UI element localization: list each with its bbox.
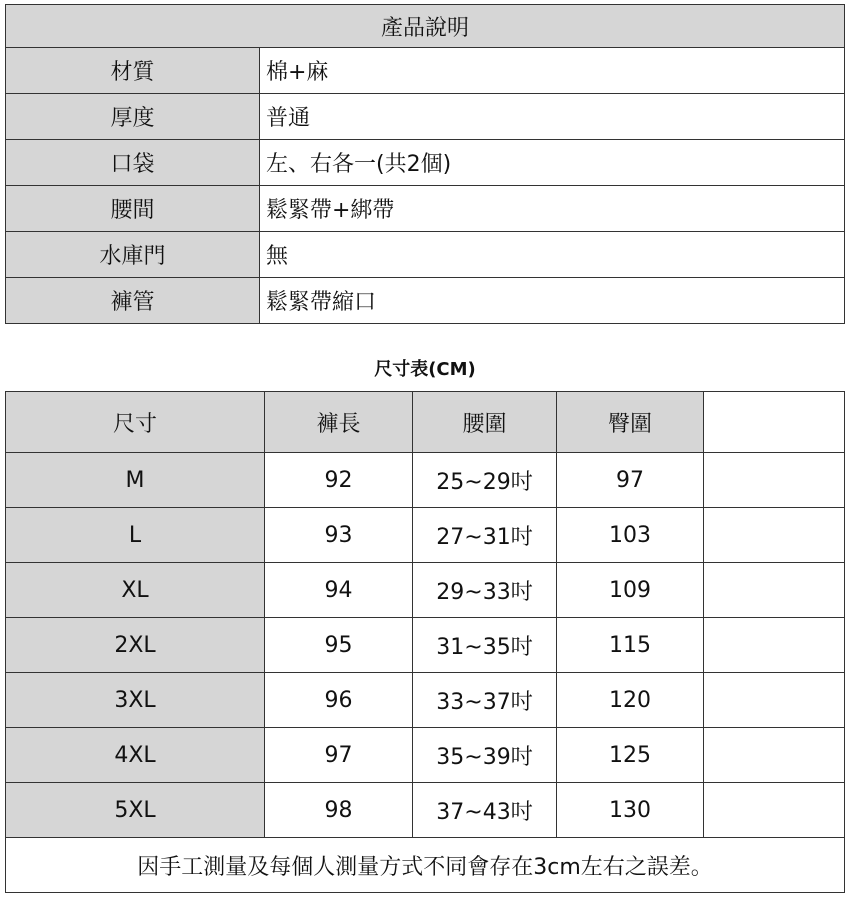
spec-row — [6, 94, 845, 140]
cell-size: L — [6, 508, 265, 563]
cell-waist: 35~39吋 — [413, 728, 557, 783]
cell-empty — [704, 563, 845, 618]
size-row — [6, 618, 845, 673]
cell-waist: 31~35吋 — [413, 618, 557, 673]
cell-waist: 27~31吋 — [413, 508, 557, 563]
spec-label: 口袋 — [6, 140, 260, 186]
spec-label: 褲管 — [6, 278, 260, 324]
spec-row — [6, 232, 845, 278]
cell-length: 95 — [265, 618, 413, 673]
cell-hip: 97 — [557, 453, 704, 508]
spec-value: 鬆緊帶+綁帶 — [260, 186, 845, 232]
cell-size: M — [6, 453, 265, 508]
cell-size: XL — [6, 563, 265, 618]
spec-row — [6, 186, 845, 232]
cell-size: 2XL — [6, 618, 265, 673]
spec-row — [6, 278, 845, 324]
cell-empty — [704, 728, 845, 783]
cell-hip: 125 — [557, 728, 704, 783]
cell-hip: 103 — [557, 508, 704, 563]
spec-value: 無 — [260, 232, 845, 278]
cell-empty — [704, 453, 845, 508]
spec-label: 材質 — [6, 48, 260, 94]
cell-waist: 33~37吋 — [413, 673, 557, 728]
size-chart-header-row — [6, 392, 845, 453]
spec-value: 鬆緊帶縮口 — [260, 278, 845, 324]
size-row — [6, 453, 845, 508]
cell-hip: 130 — [557, 783, 704, 838]
cell-empty — [704, 673, 845, 728]
spec-value: 左、右各一(共2個) — [260, 140, 845, 186]
spec-row — [6, 48, 845, 94]
cell-waist: 29~33吋 — [413, 563, 557, 618]
size-chart-table — [5, 391, 845, 893]
cell-waist: 37~43吋 — [413, 783, 557, 838]
measurement-note: 因手工測量及每個人測量方式不同會存在3cm左右之誤差。 — [6, 838, 845, 893]
cell-hip: 120 — [557, 673, 704, 728]
cell-length: 98 — [265, 783, 413, 838]
cell-hip: 115 — [557, 618, 704, 673]
size-row — [6, 508, 845, 563]
spec-label: 水庫門 — [6, 232, 260, 278]
cell-length: 94 — [265, 563, 413, 618]
size-row — [6, 673, 845, 728]
spec-value: 普通 — [260, 94, 845, 140]
header-length: 褲長 — [265, 392, 413, 453]
cell-waist: 25~29吋 — [413, 453, 557, 508]
cell-size: 5XL — [6, 783, 265, 838]
header-empty — [704, 392, 845, 453]
spec-row — [6, 140, 845, 186]
cell-length: 92 — [265, 453, 413, 508]
spec-label: 腰間 — [6, 186, 260, 232]
cell-size: 3XL — [6, 673, 265, 728]
size-row — [6, 563, 845, 618]
cell-size: 4XL — [6, 728, 265, 783]
header-waist: 腰圍 — [413, 392, 557, 453]
header-size: 尺寸 — [6, 392, 265, 453]
product-spec-title: 產品說明 — [6, 5, 845, 48]
cell-length: 96 — [265, 673, 413, 728]
size-chart-caption: 尺寸表(CM) — [374, 359, 476, 380]
spec-label: 厚度 — [6, 94, 260, 140]
cell-empty — [704, 508, 845, 563]
cell-hip: 109 — [557, 563, 704, 618]
cell-empty — [704, 618, 845, 673]
header-hip: 臀圍 — [557, 392, 704, 453]
cell-length: 93 — [265, 508, 413, 563]
size-row — [6, 783, 845, 838]
spec-value: 棉+麻 — [260, 48, 845, 94]
product-spec-table — [5, 4, 845, 324]
cell-length: 97 — [265, 728, 413, 783]
size-row — [6, 728, 845, 783]
cell-empty — [704, 783, 845, 838]
